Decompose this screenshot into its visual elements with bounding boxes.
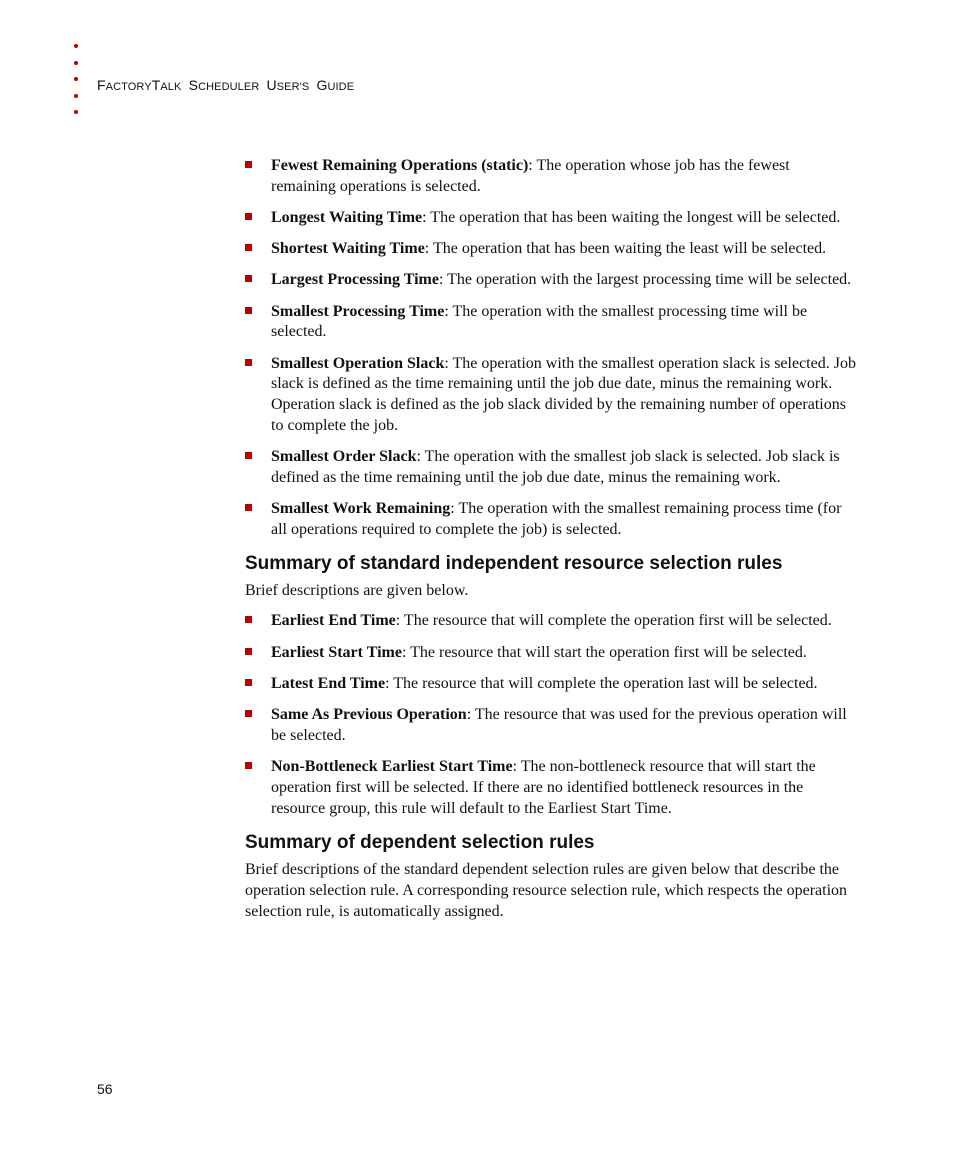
rule-term: Smallest Order Slack <box>271 448 417 466</box>
section-heading-dependent-rules: Summary of dependent selection rules <box>245 832 595 854</box>
rule-term: Fewest Remaining Operations (static) <box>271 157 529 174</box>
rule-term: Non-Bottleneck Earliest Start Time <box>271 758 513 776</box>
rule-description: : The operation that has been waiting the least will be selected. <box>424 240 827 258</box>
square-bullet-icon <box>245 710 252 717</box>
list-item <box>245 270 857 291</box>
rule-description: : The resource that will start the operation first will be selected. <box>401 643 807 661</box>
list-item <box>245 208 857 229</box>
list-item <box>245 643 857 664</box>
rh-part: USER'S <box>266 77 313 93</box>
rule-term: Largest Processing Time <box>271 271 439 289</box>
square-bullet-icon <box>245 307 252 314</box>
rule-description: : The operation with the largest processing time will be selected. <box>438 271 852 289</box>
running-head <box>97 77 354 93</box>
margin-dot <box>74 94 78 98</box>
square-bullet-icon <box>245 213 252 220</box>
section-heading-resource-rules: Summary of standard independent resource selection rules <box>245 552 783 574</box>
rule-term: Smallest Work Remaining <box>271 500 451 518</box>
rule-description: : The operation with the smallest job slack is selected. Job slack is defined as the time remaining until the job due date, minus the remaining work. <box>271 448 840 486</box>
square-bullet-icon <box>245 452 252 459</box>
square-bullet-icon <box>245 275 252 282</box>
section-intro: Brief descriptions are given below. <box>245 581 469 599</box>
rh-part: FACTORY <box>97 77 152 93</box>
rule-term: Smallest Processing Time <box>271 302 445 320</box>
list-item <box>245 674 857 695</box>
rule-description: : The operation with the smallest remaining process time (for all operations required to complete the job) is selected. <box>271 500 842 538</box>
list-item <box>245 354 857 437</box>
rule-description: : The non-bottleneck resource that will start the operation first will be selected. If there are no identified bottleneck resources in the resource group, this rule will default to the Earliest Start Time. <box>271 758 816 817</box>
rule-term: Earliest Start Time <box>271 643 402 661</box>
operation-rules-list <box>245 156 857 541</box>
list-item <box>245 239 857 260</box>
list-item <box>245 302 857 344</box>
margin-dot <box>74 61 78 65</box>
margin-dots <box>74 44 82 127</box>
rule-description: : The operation with the smallest operation slack is selected. Job slack is defined as the time remaining until the job due date, minus the remaining work. Operation slack is defined as the job slack divided by the remaining number of operations to complete the job. <box>271 354 856 434</box>
square-bullet-icon <box>245 244 252 251</box>
resource-rules-list <box>245 611 857 819</box>
square-bullet-icon <box>245 504 252 511</box>
list-item <box>245 447 857 489</box>
rule-term: Smallest Operation Slack <box>271 354 445 372</box>
rule-description: : The operation with the smallest processing time will be selected. <box>271 302 808 341</box>
margin-dot <box>74 44 78 48</box>
rule-term: Latest End Time <box>271 674 386 692</box>
rule-term: Same As Previous Operation <box>271 706 467 724</box>
rule-description: : The operation whose job has the fewest remaining operations is selected. <box>271 157 790 195</box>
list-item <box>245 757 857 819</box>
section-body: Brief descriptions of the standard dependent selection rules are given below that describe the operation selection rule. A corresponding resource selection rule, which respects the operation selection rule, is automatically assigned. <box>245 861 848 921</box>
square-bullet-icon <box>245 679 252 686</box>
margin-dot <box>74 110 78 114</box>
rule-description: : The resource that will complete the operation last will be selected. <box>385 674 818 692</box>
square-bullet-icon <box>245 648 252 655</box>
list-item <box>245 156 857 198</box>
rule-term: Longest Waiting Time <box>271 208 423 226</box>
square-bullet-icon <box>245 616 252 623</box>
rule-term: Shortest Waiting Time <box>271 240 425 258</box>
list-item <box>245 499 857 541</box>
rule-description: : The resource that was used for the previous operation will be selected. <box>271 706 847 744</box>
square-bullet-icon <box>245 762 252 769</box>
rh-part: GUIDE <box>316 77 355 93</box>
list-item <box>245 705 857 747</box>
main-content <box>245 156 857 933</box>
rule-term: Earliest End Time <box>271 612 396 630</box>
rh-part: SCHEDULER <box>188 77 263 93</box>
square-bullet-icon <box>245 161 252 168</box>
list-item <box>245 611 857 632</box>
square-bullet-icon <box>245 359 252 366</box>
margin-dot <box>74 77 78 81</box>
rule-description: : The resource that will complete the operation first will be selected. <box>395 612 832 630</box>
rh-part: TALK <box>151 77 185 93</box>
rule-description: : The operation that has been waiting the longest will be selected. <box>422 208 841 226</box>
page-number: 56 <box>97 1081 113 1097</box>
